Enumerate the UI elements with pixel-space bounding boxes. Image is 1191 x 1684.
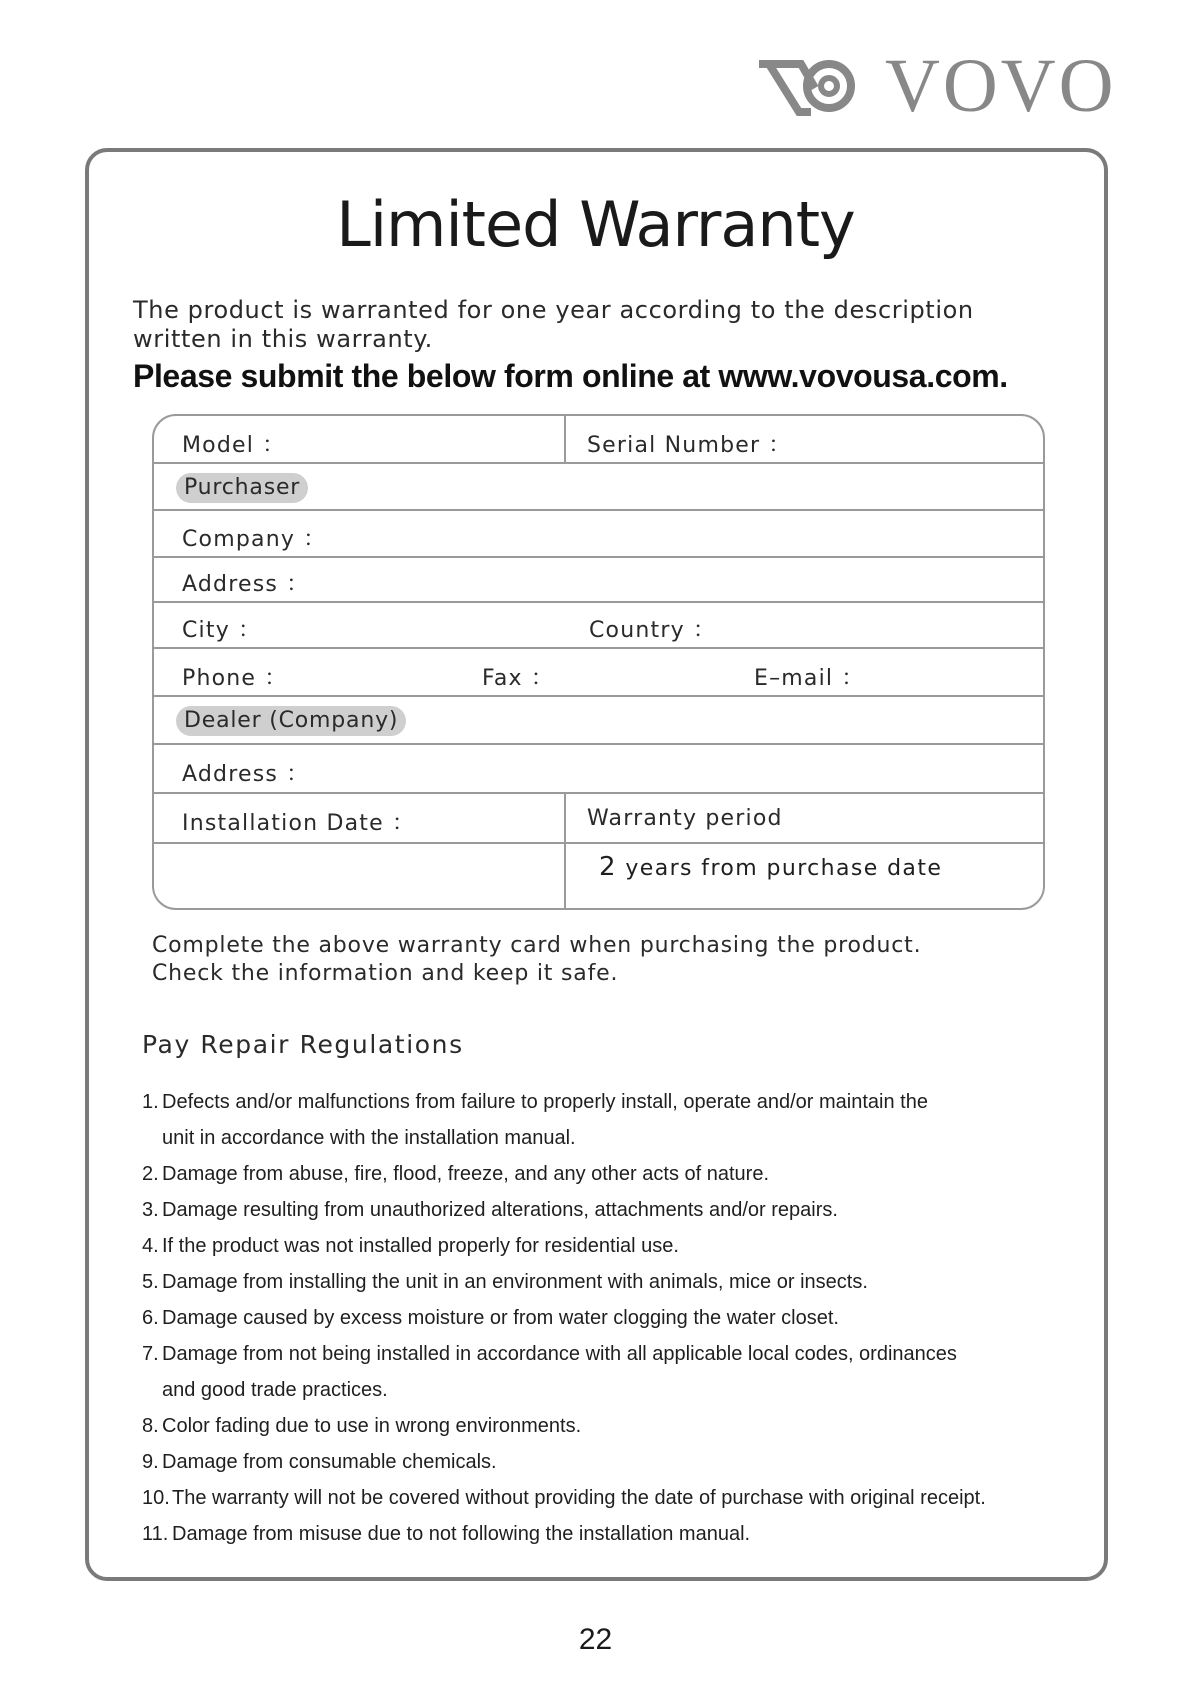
warranty-period-number: 2 xyxy=(599,852,617,882)
list-item: and good trade practices. xyxy=(162,1379,388,1401)
warranty-period-label: Warranty period xyxy=(587,806,783,831)
list-item: 3. Damage resulting from unauthorized alterations, attachments and/or repairs. xyxy=(142,1199,838,1221)
installation-date-field[interactable]: Installation Date ： xyxy=(182,811,416,836)
form-row-address xyxy=(154,558,1043,603)
form-row-contact xyxy=(154,649,1043,697)
list-item: 4. If the product was not installed properly for residential use. xyxy=(142,1235,679,1257)
form-row-period-value xyxy=(154,844,1043,910)
list-item: 7. Damage from not being installed in accordance with all applicable local codes, ordinances xyxy=(142,1343,957,1365)
address-field[interactable]: Address ： xyxy=(182,572,310,597)
list-item: 8. Color fading due to use in wrong environments. xyxy=(142,1415,582,1437)
city-field[interactable]: City ： xyxy=(182,618,262,643)
form-row-dealer-address xyxy=(154,745,1043,794)
list-item: 11. Damage from misuse due to not following the installation manual. xyxy=(142,1523,751,1545)
form-divider xyxy=(564,794,566,842)
warranty-period-value xyxy=(599,852,942,882)
list-item: 2. Damage from abuse, fire, flood, freeze, and any other acts of nature. xyxy=(142,1163,770,1185)
list-item: 10. The warranty will not be covered without providing the date of purchase with original receipt. xyxy=(142,1487,986,1509)
list-item: 9. Damage from consumable chemicals. xyxy=(142,1451,497,1473)
note-line-2: Check the information and keep it safe. xyxy=(152,961,619,986)
form-row-model xyxy=(154,416,1043,464)
note-line-1: Complete the above warranty card when purchasing the product. xyxy=(152,933,922,958)
form-row-dealer xyxy=(154,697,1043,745)
submit-online-note: Please submit the below form online at www.vovousa.com. xyxy=(133,358,1008,394)
form-divider xyxy=(564,416,566,462)
country-field[interactable]: Country ： xyxy=(589,618,717,643)
dealer-section-label: Dealer (Company) xyxy=(176,706,406,736)
dealer-address-field[interactable]: Address ： xyxy=(182,762,310,787)
intro-text xyxy=(133,296,1033,354)
list-item: 1. Defects and/or malfunctions from failure to properly install, operate and/or maintain the xyxy=(142,1091,928,1113)
purchaser-section-label: Purchaser xyxy=(176,473,308,503)
regulations-list xyxy=(142,1084,1092,1552)
form-row-installation xyxy=(154,794,1043,844)
page-number: 22 xyxy=(578,1623,613,1656)
warranty-period-text: years from purchase date xyxy=(625,856,943,881)
company-field[interactable]: Company ： xyxy=(182,527,327,552)
email-field[interactable]: E–mail ： xyxy=(754,666,865,691)
intro-line-2: written in this warranty. xyxy=(133,325,433,353)
form-row-company xyxy=(154,511,1043,558)
brand-name: VOVO xyxy=(885,44,1117,128)
list-item: unit in accordance with the installation manual. xyxy=(162,1127,576,1149)
intro-line-1: The product is warranted for one year according to the description xyxy=(133,296,974,324)
form-row-purchaser xyxy=(154,464,1043,511)
vovo-logo-mark-icon xyxy=(755,54,865,120)
fax-field[interactable]: Fax ： xyxy=(482,666,555,691)
phone-field[interactable]: Phone ： xyxy=(182,666,288,691)
serial-number-field[interactable]: Serial Number ： xyxy=(587,433,792,458)
form-row-city xyxy=(154,603,1043,649)
list-item: 5. Damage from installing the unit in an environment with animals, mice or insects. xyxy=(142,1271,868,1293)
vovo-logo xyxy=(755,44,1117,130)
list-item: 6. Damage caused by excess moisture or from water clogging the water closet. xyxy=(142,1307,839,1329)
card-instructions xyxy=(152,932,1052,988)
page-title: Limited Warranty xyxy=(336,188,855,261)
model-field[interactable]: Model ： xyxy=(182,433,286,458)
warranty-form xyxy=(152,414,1045,910)
form-divider xyxy=(564,844,566,910)
regulations-title: Pay Repair Regulations xyxy=(142,1030,464,1059)
